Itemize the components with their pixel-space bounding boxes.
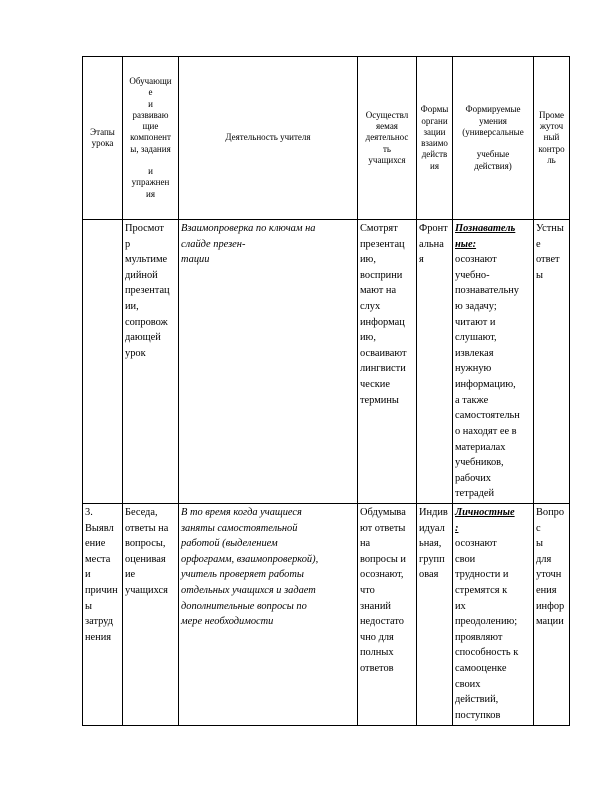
cell-text-line: стремятся к (455, 585, 508, 597)
cell-text-line: идуал (419, 522, 445, 534)
cell-text-line: восприни (360, 269, 403, 281)
cell-text-line: мере необходимости (181, 616, 274, 628)
cell-text-line: Выявл (85, 522, 114, 534)
cell-text-line: свои (455, 553, 476, 565)
cell-text-line: яемая (376, 121, 398, 132)
cell-text-line: ьная, (419, 538, 442, 550)
cell-text-line: ют ответы (360, 522, 406, 534)
cell-text-line: самостоятельн (455, 410, 520, 422)
cell-text-line: овая (419, 569, 439, 581)
cell-text-line: уточн (536, 569, 562, 581)
cell-text-line: щие (142, 121, 159, 132)
cell-text-line: вопросы, (125, 538, 166, 550)
cell-control (534, 503, 570, 725)
cell-text-line: чно для (360, 631, 394, 643)
cell-text-line: дающей (125, 332, 161, 344)
cell-text-line: р (125, 238, 131, 250)
cell-components (123, 220, 179, 504)
cell-text-line: мультиме (125, 254, 168, 266)
cell-text-line: Этапы (90, 126, 115, 137)
cell-text-line: ию, (360, 254, 376, 266)
cell-text-line: оценивая (125, 553, 166, 565)
cell-text-line: я (419, 254, 424, 266)
cell-text-line: нения (85, 631, 112, 643)
cell-text-line: зации (423, 126, 446, 137)
cell-text-line: Фронт (419, 223, 448, 234)
cell-text-line: орфограмм, взаимопроверкой), (181, 553, 319, 565)
cell-text-line: их (455, 600, 466, 612)
cell-text-line (125, 155, 176, 166)
cell-text-line: умения (479, 115, 507, 126)
cell-text-line: презентац (360, 238, 405, 250)
cell-text-line: ль (547, 154, 556, 165)
cell-text-line: ю задачу; (455, 301, 497, 313)
cell-text-line: Вопрос (536, 506, 565, 534)
cell-text-line: дополнительные вопросы по (181, 600, 307, 612)
cell-text-line: (универсальные (462, 126, 524, 137)
cell-text-line: места (85, 553, 111, 565)
cell-text-line: преодолению; (455, 616, 518, 628)
cell-text-line: мации (536, 616, 564, 628)
cell-text-line: осознают (455, 538, 497, 550)
cell-text-line: ие (125, 569, 136, 581)
cell-skills (453, 220, 534, 504)
cell-text-line: ы, задания (130, 143, 171, 154)
cell-text-line: термины (360, 394, 399, 406)
header-teacher-activity (179, 57, 358, 220)
cell-text-line: своих (455, 678, 481, 690)
cell-text-line: учебно- (455, 269, 490, 281)
table-row (83, 220, 570, 504)
cell-text-line: органи (421, 115, 448, 126)
cell-teacher (179, 503, 358, 725)
cell-text-line: слайде презен- (181, 238, 246, 250)
cell-text-line: упражнен (131, 177, 170, 188)
cell-text-line: способность к (455, 647, 519, 659)
cell-text-line: ответы на (125, 522, 169, 534)
cell-components (123, 503, 179, 725)
header-skills (453, 57, 534, 220)
cell-text-line: а также (455, 394, 489, 406)
cell-students (358, 220, 417, 504)
cell-text-line: для (536, 553, 552, 565)
cell-text-line: Проме (538, 109, 565, 120)
cell-text-line: урок (125, 347, 146, 359)
cell-text-line: учащихся (125, 585, 168, 597)
cell-text-line: материалах (455, 441, 506, 453)
cell-text-line: ные: (455, 238, 477, 250)
cell-text-line: и (148, 166, 153, 177)
cell-text-line: информацию, (455, 379, 516, 391)
cell-text-line: на (360, 538, 371, 550)
cell-text-line: учащихся (368, 154, 406, 165)
cell-text-line: знаний (360, 600, 391, 612)
cell-text-line: тации (181, 254, 210, 266)
cell-text-line: учебные (476, 149, 510, 160)
cell-text-line: нужную (455, 363, 492, 375)
cell-text-line: Устны (536, 223, 564, 234)
cell-text-line: В то время когда учащиеся (181, 506, 302, 518)
cell-skills (453, 503, 534, 725)
cell-text-line: инфор (536, 600, 565, 612)
cell-text-line: что (360, 585, 375, 597)
cell-text-line: Беседа, (125, 506, 158, 518)
cell-text-line: Формируемые (465, 104, 521, 115)
cell-text-line: причин (85, 585, 118, 597)
header-components (123, 57, 179, 220)
cell-text-line: самооценке (455, 663, 507, 675)
cell-text-line: действия) (474, 160, 512, 171)
cell-text-line: учебников, (455, 457, 504, 469)
cell-text-line: информац (360, 316, 405, 328)
cell-text-line: взаимо (421, 138, 448, 148)
cell-text-line: Познаватель (455, 223, 516, 234)
cell-text-line: Личностные (455, 506, 515, 518)
cell-text-line: познавательну (455, 285, 519, 297)
lesson-table (82, 56, 570, 726)
cell-text-line: ения (536, 585, 557, 597)
cell-text-line: ию, (360, 332, 376, 344)
cell-text-line: и (148, 98, 153, 109)
cell-text-line: и (85, 569, 91, 581)
cell-text-line: слушают, (455, 332, 497, 344)
cell-text-line: урока (91, 138, 114, 148)
header-student-activity (358, 57, 417, 220)
cell-text-line: рабочих (455, 472, 492, 484)
cell-text-line: лингвисти (360, 363, 406, 375)
cell-text-line: е (536, 238, 541, 250)
cell-text-line: Смотрят (360, 223, 398, 234)
header-interaction-forms (417, 57, 453, 220)
cell-text-line: ение (85, 538, 106, 550)
cell-text-line: отдельных учащихся и задает (181, 585, 316, 597)
cell-text-line: ответ (536, 254, 560, 266)
cell-text-line: групп (419, 553, 445, 565)
cell-text-line: недостато (360, 616, 404, 628)
cell-text-line: ия (146, 188, 155, 199)
cell-text-line: контро (538, 143, 565, 154)
cell-text-line: ть (382, 143, 392, 154)
cell-text-line: читают и (455, 316, 496, 328)
cell-students (358, 503, 417, 725)
cell-text-line: жуточ (539, 121, 564, 132)
cell-text-line: слух (360, 301, 381, 313)
cell-text-line: Индив (419, 506, 448, 518)
cell-forms (417, 220, 453, 504)
cell-text-line: Просмот (125, 223, 164, 234)
cell-text-line: затруд (85, 616, 114, 628)
cell-text-line: ческие (360, 379, 390, 391)
cell-text-line: компонент (130, 132, 171, 143)
cell-text-line: ия (430, 160, 439, 171)
cell-text-line: ный (543, 132, 560, 143)
cell-text-line (455, 138, 531, 149)
cell-text-line: деятельнос (365, 132, 409, 143)
cell-text-line: альна (419, 238, 444, 250)
cell-text-line: осознают (455, 254, 497, 266)
table-row (83, 503, 570, 725)
cell-text-line: работой (выделением (181, 538, 278, 550)
cell-text-line: учитель проверяет работы (181, 569, 304, 581)
cell-text-line: Формы (420, 104, 449, 115)
cell-text-line: Деятельность учителя (225, 132, 311, 143)
header-control (534, 57, 570, 220)
cell-stage (83, 220, 123, 504)
header-row (83, 57, 570, 220)
cell-text-line: трудности и (455, 569, 509, 581)
cell-text-line: развиваю (132, 109, 169, 120)
cell-text-line: дийной (125, 269, 158, 281)
cell-text-line: ы (536, 269, 543, 281)
cell-control (534, 220, 570, 504)
cell-text-line: ы (85, 600, 92, 612)
header-stages (83, 57, 123, 220)
cell-text-line: поступков (455, 709, 501, 721)
cell-text-line: 3. (85, 506, 93, 518)
cell-text-line: Взаимопроверка по ключам на (181, 223, 316, 234)
cell-text-line: : (455, 522, 459, 534)
cell-text-line: о находят ее в (455, 425, 517, 437)
cell-text-line: действ (421, 149, 448, 160)
cell-text-line: презентац (125, 285, 170, 297)
cell-text-line: Обдумыва (360, 506, 406, 518)
cell-text-line: осознают, (360, 569, 404, 581)
cell-text-line: е (148, 87, 153, 98)
cell-text-line: ии, (125, 301, 139, 313)
cell-text-line: ы (536, 538, 543, 550)
cell-text-line: мают на (360, 285, 397, 297)
cell-stage (83, 503, 123, 725)
cell-text-line: Осуществл (365, 109, 409, 120)
cell-text-line: осваивают (360, 347, 407, 359)
cell-text-line: заняты самостоятельной (181, 522, 298, 534)
cell-text-line: тетрадей (455, 488, 495, 500)
cell-text-line: сопровож (125, 316, 168, 328)
cell-text-line: извлекая (455, 347, 494, 359)
cell-text-line: вопросы и (360, 553, 406, 565)
cell-text-line: проявляют (455, 631, 503, 643)
cell-text-line: Обучающи (129, 76, 172, 87)
cell-text-line: полных (360, 647, 394, 659)
cell-forms (417, 503, 453, 725)
cell-teacher (179, 220, 358, 504)
cell-text-line: действий, (455, 694, 499, 706)
cell-text-line: ответов (360, 663, 394, 675)
